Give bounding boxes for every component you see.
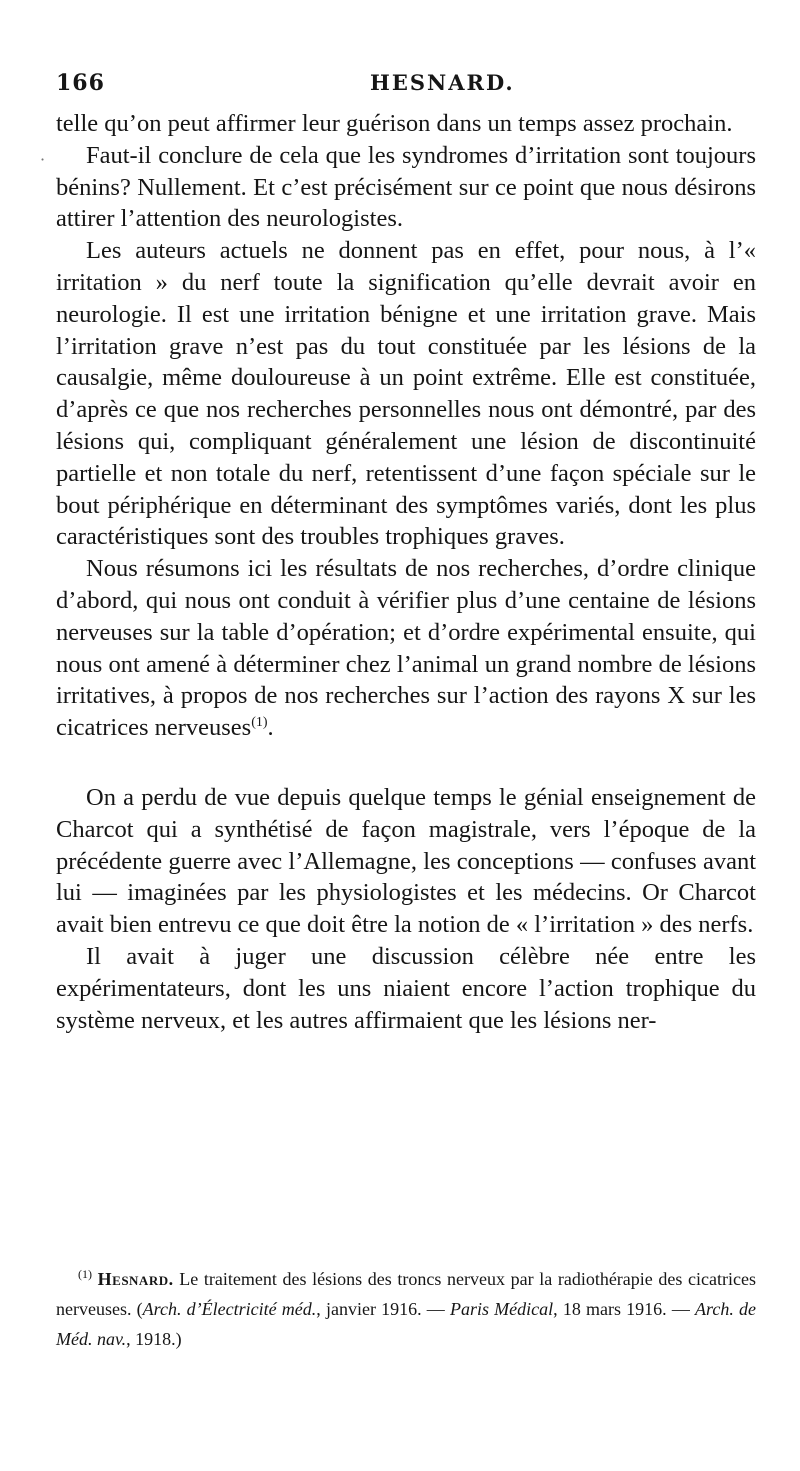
paragraph-5: On a perdu de vue depuis quelque temps le génial enseignement de Charcot qui a synthétisé de façon magistrale, vers l’époque de la précédente guerre avec l’Allemagne, les conceptions — confuses avant lui — imaginées par les physiologistes et les médecins. Or Charcot avait bien entrevu ce que doit être la notion de « l’irritation » des nerfs. — [56, 783, 756, 939]
page-number: 166 — [56, 70, 105, 96]
footnote-text-1: Le traitement des lésions des troncs nerveux par la radiothérapie des cicatrices nerveuses. ( — [56, 1269, 756, 1319]
footnote-reference: (1) — [251, 715, 268, 731]
paragraph-4 — [56, 553, 756, 744]
paragraph-2: Faut-il conclure de cela que les syndromes d’irritation sont toujours bénins? Nullement. Et c’est précisément sur ce point que nous désirons attirer l’attention des neurologistes. — [56, 141, 756, 233]
footnote-text-4: , 1918.) — [126, 1329, 182, 1349]
footnote — [56, 1264, 756, 1354]
paragraph-4-text: Nous résumons ici les résultats de nos recherches, d’ordre clinique d’abord, qui nous ont conduit à vérifier plus d’une centaine de lésions nerveuses sur la table d’opération; et d’ordre expérimental ensuite, qui nous ont amené à déterminer chez l’animal un grand nombre de lésions irritatives, à propos de nos recherches sur l’action des rayons X sur les cicatrices nerveuses — [56, 555, 756, 742]
main-text — [56, 108, 756, 1036]
margin-mark: · — [40, 150, 46, 169]
footnote-marker: (1) — [78, 1267, 92, 1281]
footnote-journal-1: Arch. d’Électricité méd. — [142, 1299, 317, 1319]
footnote-text-3: , 18 mars 1916. — — [553, 1299, 696, 1319]
paragraph-6: Il avait à juger une discussion célèbre née entre les expérimentateurs, dont les uns niaient encore l’action trophique du système nerveux, et les autres affirmaient que les lésions ner- — [56, 942, 756, 1034]
running-head-author: HESNARD. — [370, 70, 515, 95]
footnote-journal-2: Paris Médical — [449, 1299, 554, 1319]
running-head — [56, 70, 756, 100]
footnote-journal-3: Arch. de Méd. nav. — [56, 1299, 757, 1349]
footnote-author: Hesnard. — [97, 1269, 174, 1289]
paragraph-4-end: . — [267, 714, 274, 742]
paragraph-3: Les auteurs actuels ne donnent pas en effet, pour nous, à l’« irritation » du nerf toute la signification qu’elle devrait avoir en neurologie. Il est une irritation bénigne et une irritation grave. Mais l’irritation grave n’est pas du tout constituée par les lésions de la causalgie, même douloureuse à un point extrême. Elle est constituée, d’après ce que nos recherches personnelles nous ont démontré, par des lésions qui, compliquant généralement une lésion de discontinuité partielle et non totale du nerf, retentissent d’une façon spéciale sur le bout périphérique en déterminant des symptômes variés, dont les plus caractéristiques sont des troubles trophiques graves. — [56, 237, 756, 551]
paragraph-1: telle qu’on peut affirmer leur guérison dans un temps assez prochain. — [56, 110, 733, 137]
footnote-text-2: , janvier 1916. — — [316, 1299, 450, 1319]
